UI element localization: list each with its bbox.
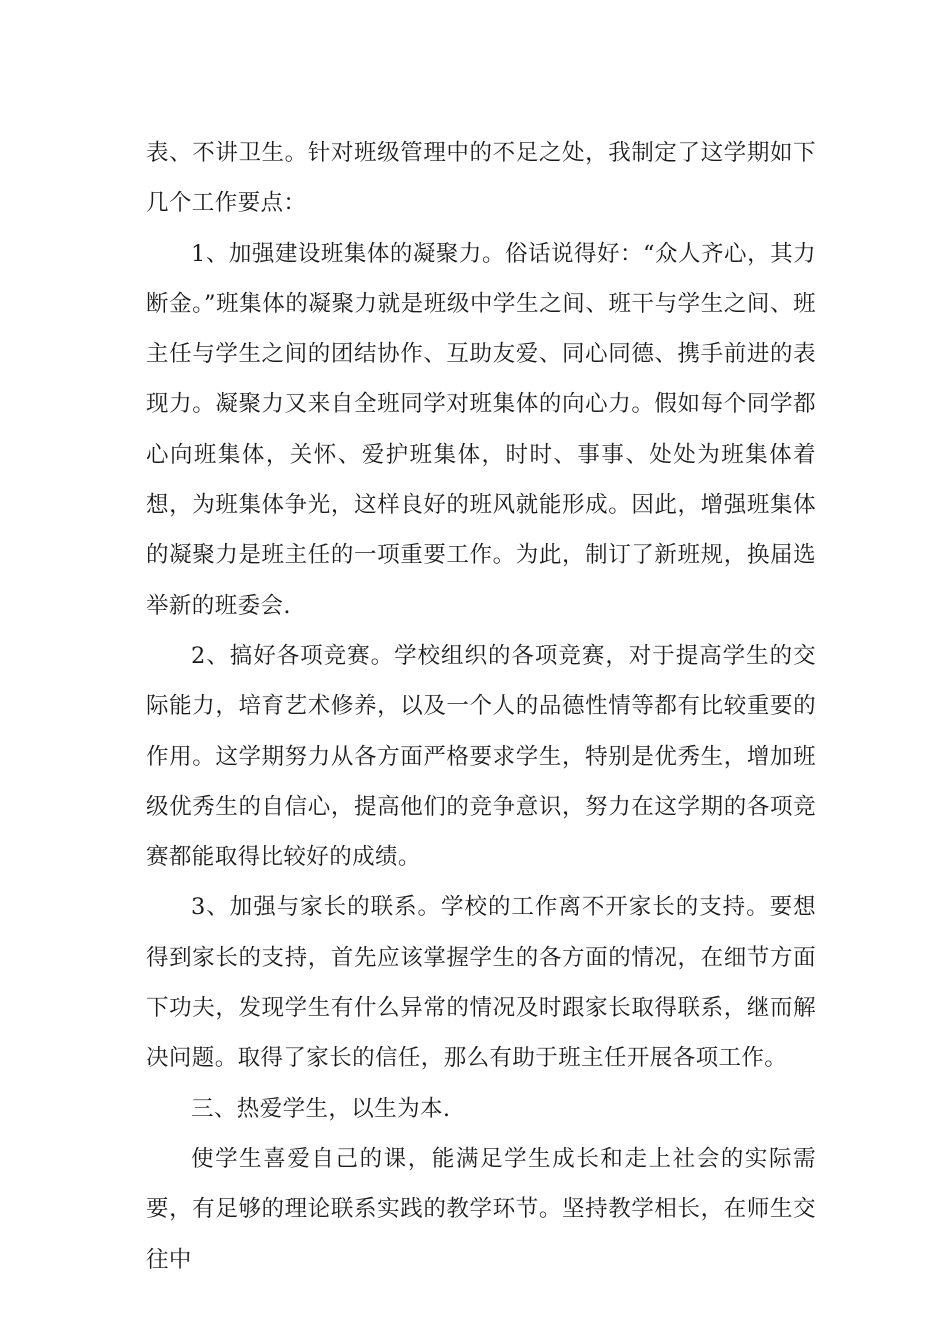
paragraph-point-3-parents: 3、加强与家长的联系。学校的工作离不开家长的支持。要想得到家长的支持，首先应该掌握学生的各方面的情况，在细节方面下功夫，发现学生有什么异常的情况及时跟家长取得联系，继而解决问题。取得了家长的信任，那么有助于班主任开展各项工作。 — [146, 894, 816, 1072]
section-heading-3: 三、热爱学生，以生为本. — [191, 1095, 451, 1122]
paragraph-intro-continuation: 表、不讲卫生。针对班级管理中的不足之处，我制定了这学期如下几个工作要点： — [146, 140, 816, 217]
paragraph-point-2-competitions: 2、搞好各项竞赛。学校组织的各项竞赛，对于提高学生的交际能力，培育艺术修养，以及一个人的品德性情等都有比较重要的作用。这学期努力从各方面严格要求学生，特别是优秀生，增加班级优秀生的自信心，提高他们的竞争意识，努力在这学期的各项竞赛都能取得比较好的成绩。 — [146, 642, 816, 871]
paragraph-point-1-cohesion: 1、加强建设班集体的凝聚力。俗话说得好：“众人齐心，其力断金。”班集体的凝聚力就是班级中学生之间、班干与学生之间、班主任与学生之间的团结协作、互助友爱、同心同德、携手前进的表现力。凝聚力又来自全班同学对班集体的向心力。假如每个同学都心向班集体，关怀、爱护班集体，时时、事事、处处为班集体着想，为班集体争光，这样良好的班风就能形成。因此，增强班集体的凝聚力是班主任的一项重要工作。为此，制订了新班规，换届选举新的班委会. — [146, 240, 816, 619]
paragraph-section-3-body: 使学生喜爱自己的课，能满足学生成长和走上社会的实际需要，有足够的理论联系实践的教学环节。坚持教学相长，在师生交往中 — [146, 1145, 816, 1273]
document-body — [146, 128, 816, 1285]
